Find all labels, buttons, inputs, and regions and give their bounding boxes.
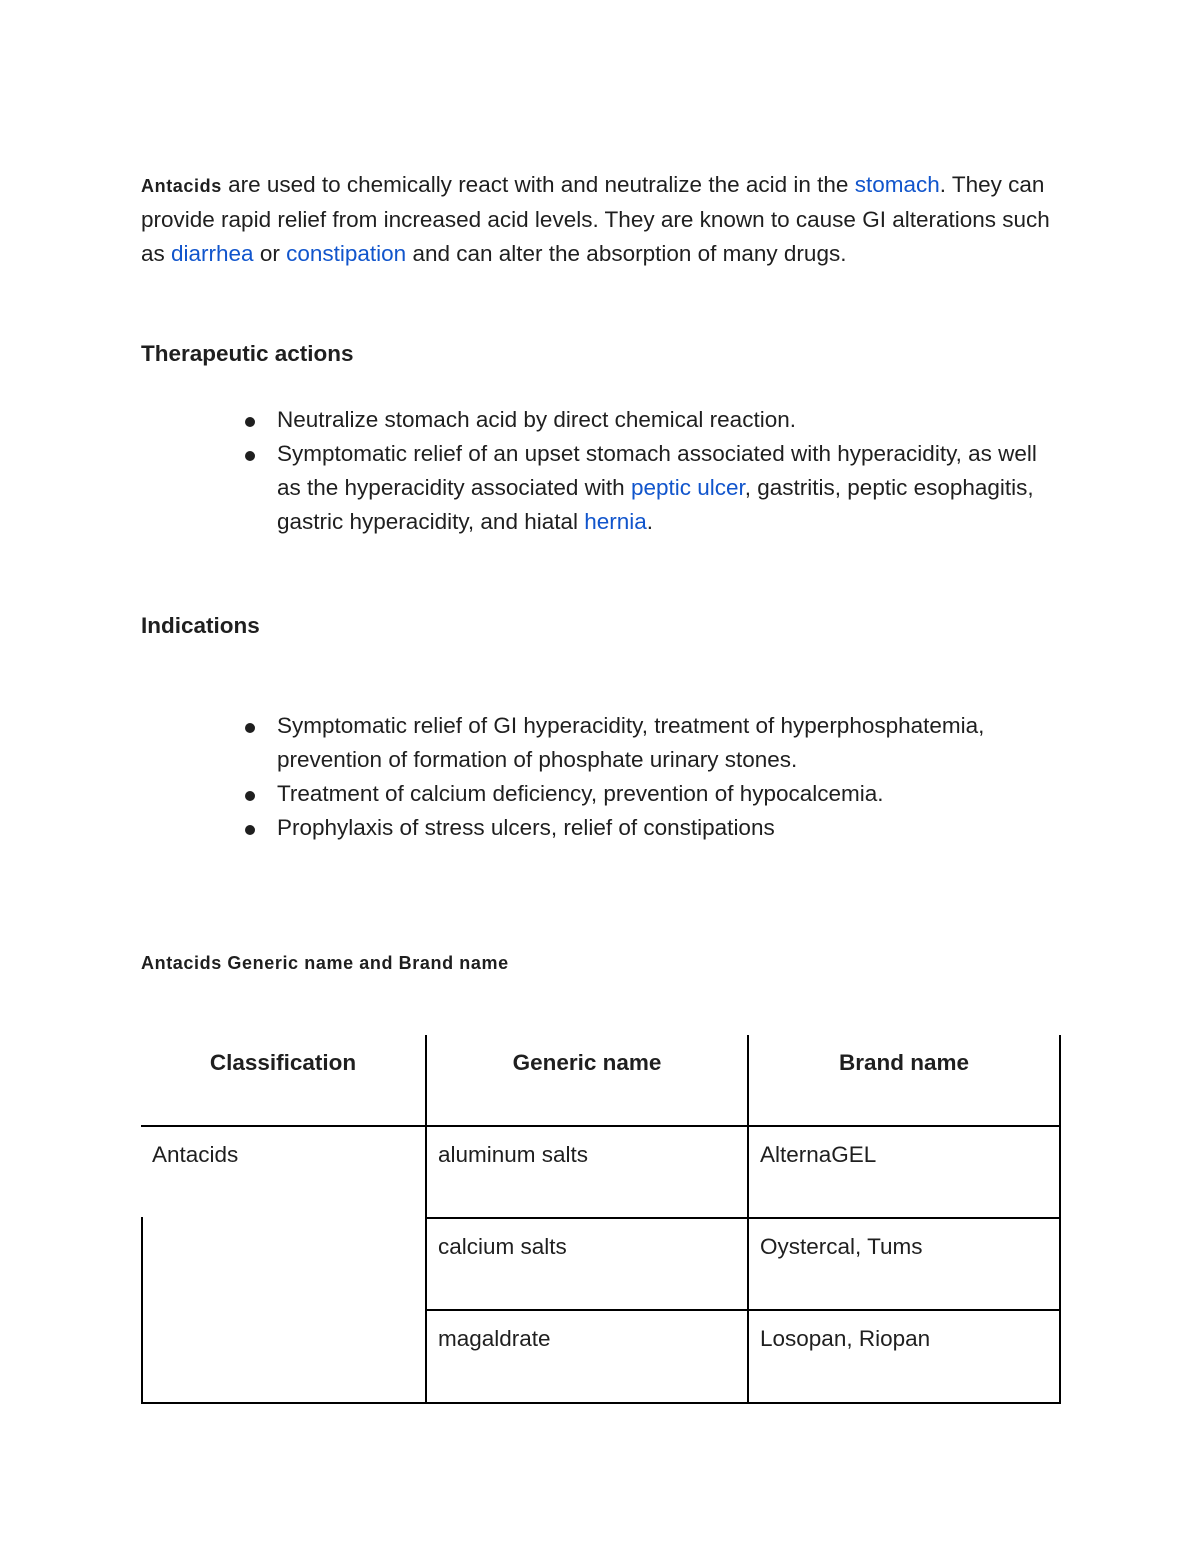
table-cell-brand: Oystercal, Tums: [760, 1234, 923, 1259]
link-diarrhea[interactable]: diarrhea: [171, 241, 254, 266]
table-caption: Antacids Generic name and Brand name: [141, 953, 509, 973]
list-item-text: Symptomatic relief of an upset stomach associated with hyperacidity, as well as the hyperacidity associated with: [277, 441, 1037, 500]
intro-text: . They can provide rapid relief from increased acid levels. They are known to cause GI alterations such as: [141, 172, 1050, 266]
table-border: [425, 1035, 427, 1404]
table-header-generic: Generic name: [512, 1050, 662, 1075]
table-border: [425, 1217, 1061, 1219]
table-border: [141, 1402, 1061, 1404]
table-cell-generic: magaldrate: [438, 1326, 551, 1351]
heading-indications: Indications: [141, 613, 260, 638]
list-item: [141, 437, 1061, 539]
intro-text: are used to chemically react with and neutralize the acid in the: [221, 172, 855, 197]
link-peptic-ulcer[interactable]: peptic ulcer: [630, 475, 745, 500]
list-item-text: Prophylaxis of stress ulcers, relief of constipations: [277, 815, 775, 840]
table-cell-brand: AlternaGEL: [760, 1142, 877, 1167]
drug-table: [141, 1035, 1061, 1404]
list-item: [141, 709, 1061, 777]
table-border: [747, 1035, 749, 1404]
heading-therapeutic-actions: Therapeutic actions: [141, 341, 354, 366]
link-stomach[interactable]: stomach: [854, 172, 940, 197]
table-cell-generic: aluminum salts: [438, 1142, 589, 1167]
intro-lead: Antacids: [141, 176, 222, 196]
table-header-brand: Brand name: [838, 1050, 970, 1075]
indications-list: [141, 709, 1061, 845]
bullet-icon: [245, 723, 255, 733]
list-item-text: Neutralize stomach acid by direct chemical reaction.: [277, 407, 796, 432]
bullet-icon: [245, 825, 255, 835]
bullet-icon: [245, 417, 255, 427]
bullet-icon: [245, 791, 255, 801]
list-item-text: , gastritis, peptic esophagitis, gastric hyperacidity, and hiatal: [277, 475, 1034, 534]
table-header-classification: Classification: [209, 1050, 357, 1075]
list-item: [141, 777, 1061, 811]
bullet-icon: [245, 451, 255, 461]
table-cell-classification: Antacids: [152, 1142, 239, 1167]
list-item-text: Treatment of calcium deficiency, prevention of hypocalcemia.: [277, 781, 884, 806]
table-border: [425, 1309, 1061, 1311]
table-cell-generic: calcium salts: [438, 1234, 567, 1259]
table-border: [141, 1125, 1061, 1127]
table-border: [141, 1217, 143, 1404]
list-item: [141, 403, 1061, 437]
table-border: [1059, 1035, 1061, 1404]
table-cell-brand: Losopan, Riopan: [760, 1326, 931, 1351]
intro-paragraph: [141, 168, 1061, 271]
link-constipation[interactable]: constipation: [286, 241, 407, 266]
list-item-text: Symptomatic relief of GI hyperacidity, treatment of hyperphosphatemia, prevention of formation of phosphate urinary stones.: [277, 713, 985, 772]
intro-text: or: [253, 241, 287, 266]
list-item-text: .: [646, 509, 654, 534]
link-hernia[interactable]: hernia: [584, 509, 647, 534]
list-item: [141, 811, 1061, 845]
intro-text: and can alter the absorption of many drugs.: [406, 241, 847, 266]
therapeutic-actions-list: [141, 403, 1061, 539]
